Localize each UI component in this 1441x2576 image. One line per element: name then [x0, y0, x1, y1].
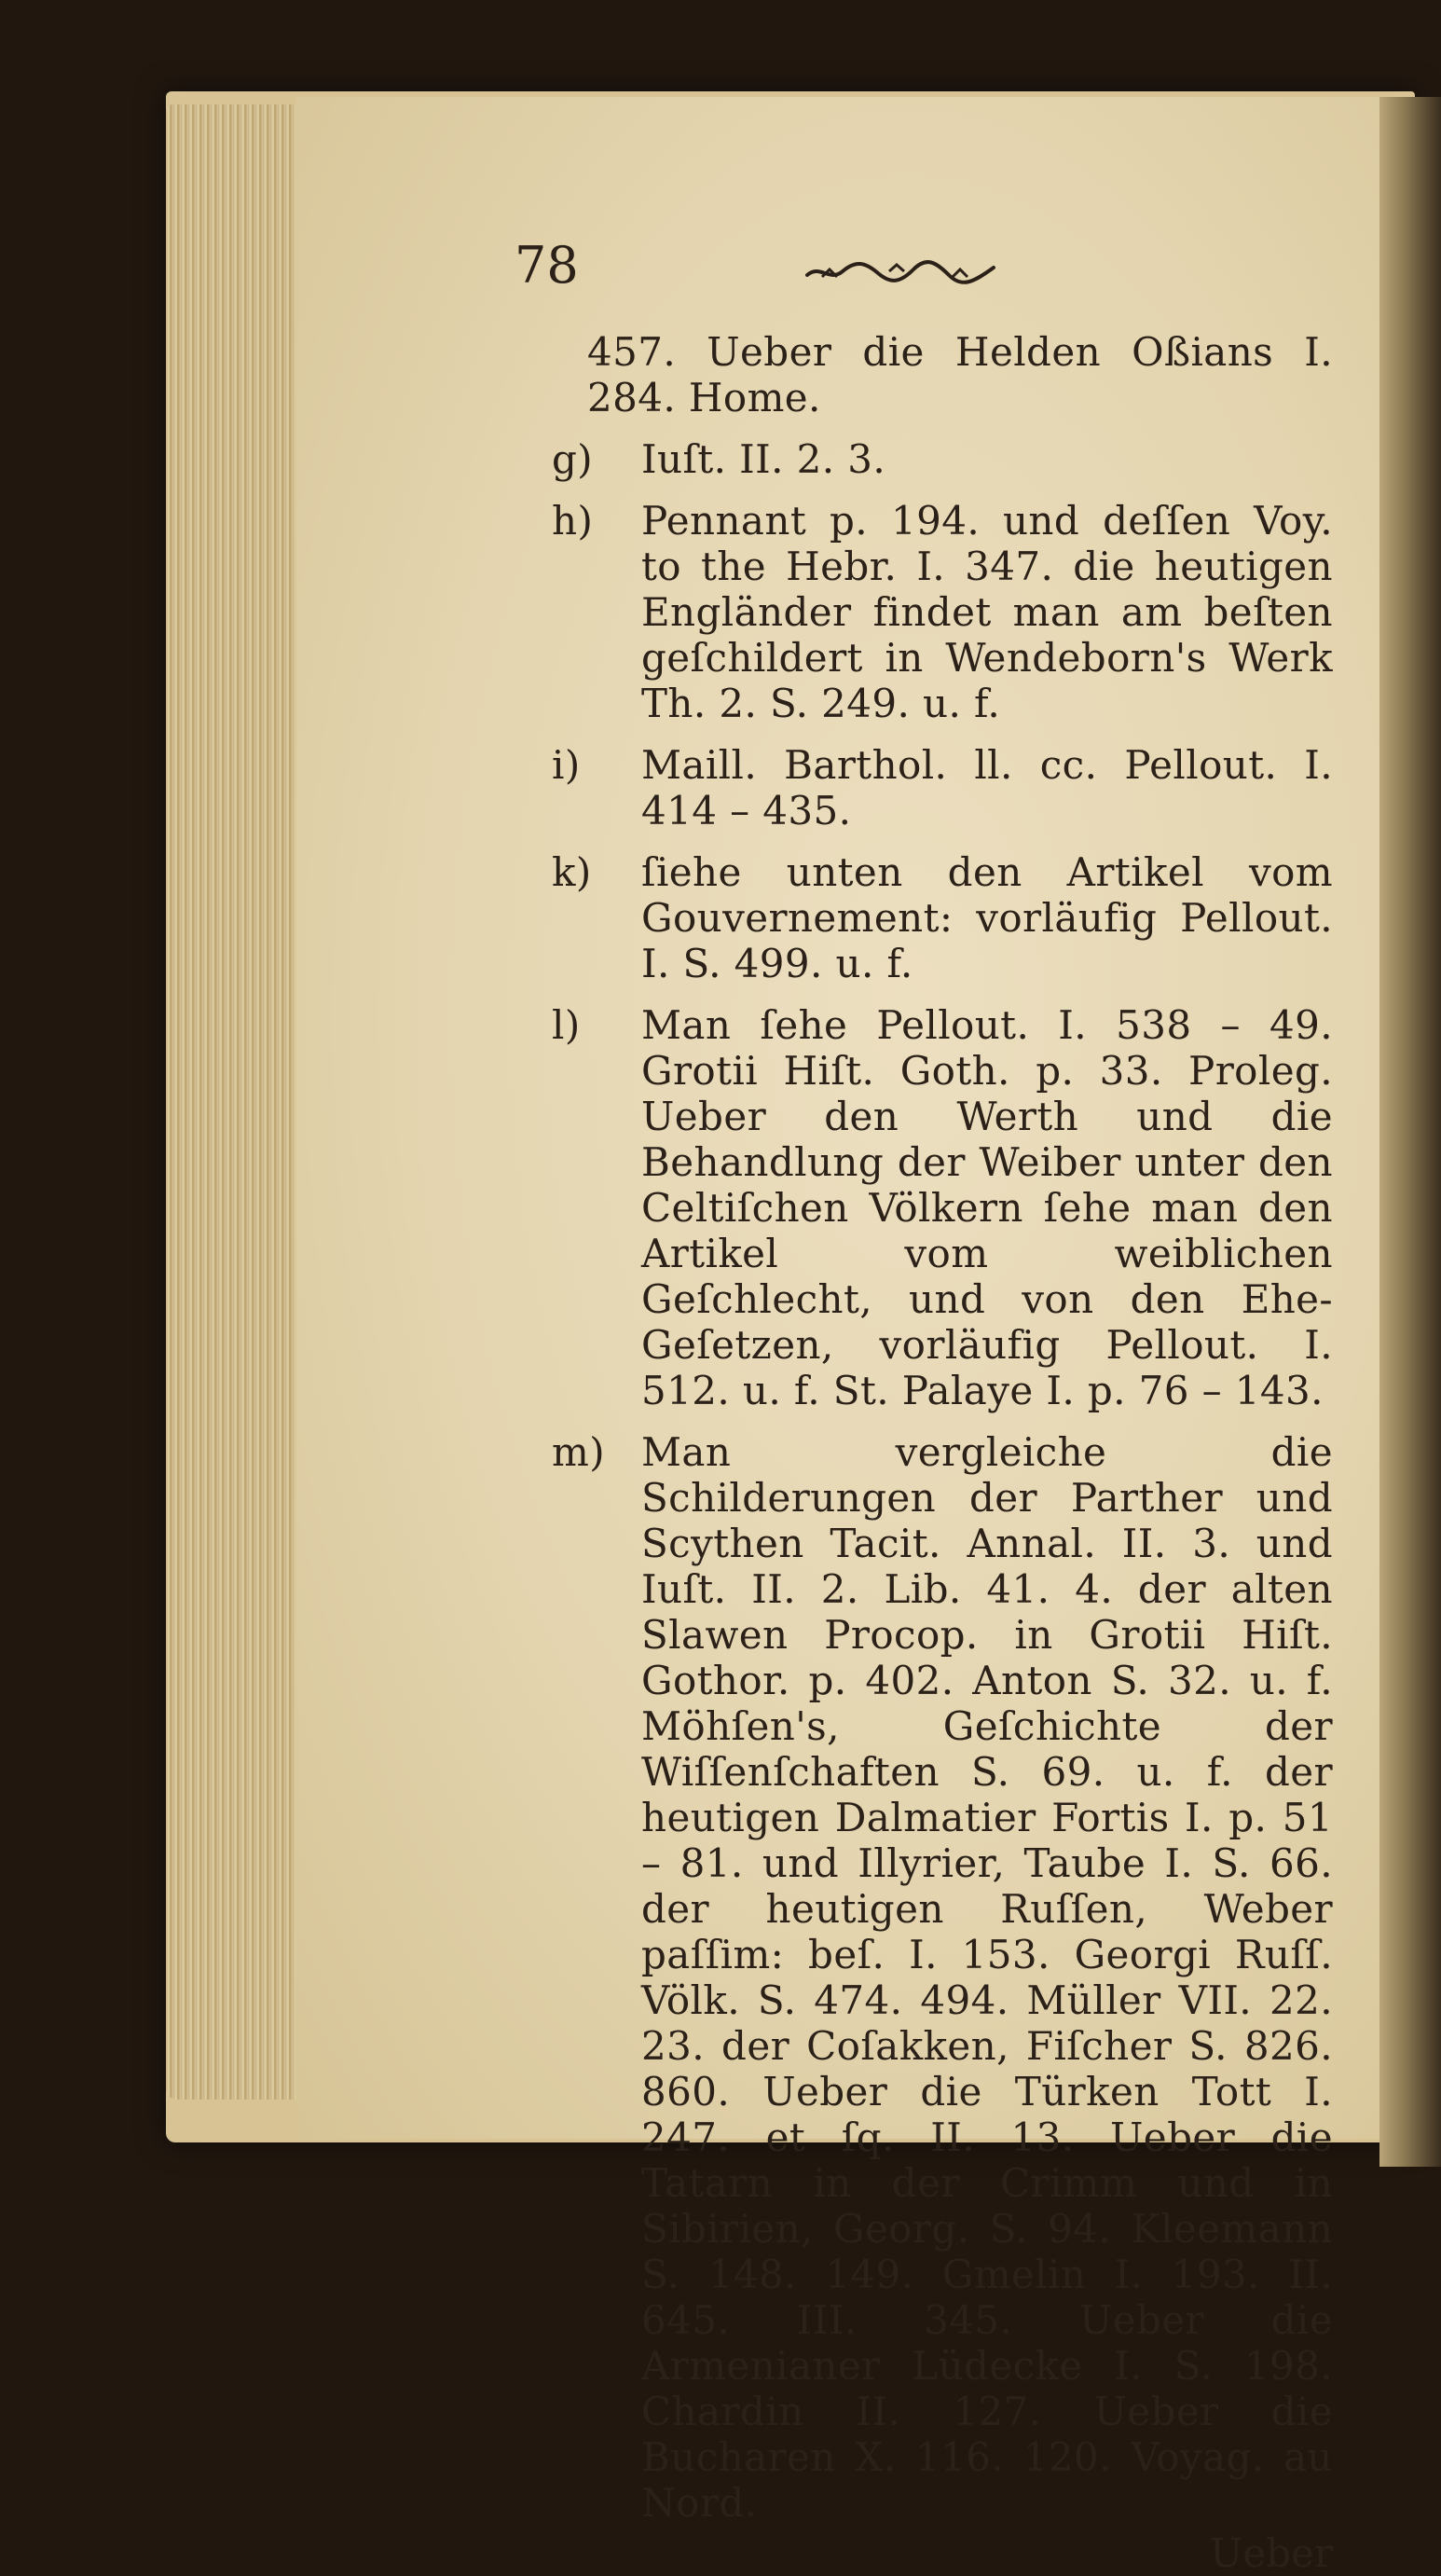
footnote-marker: h) — [552, 498, 594, 544]
footnote-marker: m) — [552, 1429, 606, 1475]
footnote-marker: k) — [552, 849, 592, 895]
book-gutter — [1379, 97, 1441, 2167]
footnote-marker: i) — [552, 742, 581, 788]
footnote-marker: g) — [552, 436, 594, 482]
footnote-text: Iuſt. II. 2. 3. — [641, 436, 886, 482]
footnote-h — [552, 498, 1333, 726]
footnote-k — [552, 849, 1333, 986]
footnote-text: Man ſehe Pellout. I. 538 – 49. Grotii Hiſt. Goth. p. 33. Proleg. Ueber den Werth und die Behandlung der Weiber unter den Celtiſchen Völkern ſehe man den Artikel vom weiblichen Geſchlecht, und von den Ehe-Geſetzen, vorläufig Pellout. I. 512. u. f. St. Palaye I. p. 76 – 143. — [641, 1002, 1333, 1413]
footnote-text: ſiehe unten den Artikel vom Gouvernement: vorläufig Pellout. I. S. 499. u. f. — [641, 849, 1333, 986]
footnote-text: Pennant p. 194. und deſſen Voy. to the Hebr. I. 347. die heutigen Engländer findet man am beſten geſchildert in Wendeborn's Werk Th. 2. S. 249. u. f. — [641, 498, 1333, 726]
footnote-text: 457. Ueber die Helden Oßians I. 284. Home. — [587, 329, 1333, 420]
page-header — [515, 238, 1316, 303]
footnote-g — [552, 436, 1333, 482]
footnote-continuation — [587, 329, 1333, 420]
ornament-icon — [803, 258, 999, 286]
text-column — [515, 236, 1333, 2576]
footnotes — [552, 329, 1333, 2576]
footnote-l — [552, 1002, 1333, 1413]
footnote-marker: l) — [552, 1002, 581, 1048]
page-number: 78 — [515, 236, 579, 295]
footnote-text: Man vergleiche die Schilderungen der Parther und Scythen Tacit. Annal. II. 3. und Iuſt. II. 2. Lib. 41. 4. der alten Slawen Procop. in Grotii Hiſt. Gothor. p. 402. Anton S. 32. u. f. Möhſen's, Geſchichte der Wiſſenſchaften S. 69. u. f. der heutigen Dalmatier Fortis I. p. 51 – 81. und Illyrier, Taube I. S. 66. der heutigen Ruſſen, Weber paſſim: beſ. I. 153. Georgi Ruſſ. Völk. S. 474. 494. Müller VII. 22. 23. der Coſakken, Fiſcher S. 826. 860. Ueber die Türken Tott I. 247. et ſq. II. 13. Ueber die Tatarn in der Crimm und in Sibirien, Georg. S. 94. Kleemann S. 148. 149. Gmelin I. 193. II. 645. III. 345. Ueber die Armenianer Lüdecke I. S. 198. Chardin II. 127. Ueber die Bucharen X. 116. 120. Voyag. au Nord. — [641, 1429, 1333, 2526]
footnote-i — [552, 742, 1333, 833]
page-edges — [166, 104, 306, 2100]
footnote-text: Maill. Barthol. ll. cc. Pellout. I. 414 – 435. — [641, 742, 1333, 833]
catchword: Ueber — [1209, 2530, 1333, 2576]
footnote-m — [552, 1429, 1333, 2526]
catchword-row — [587, 2530, 1333, 2576]
